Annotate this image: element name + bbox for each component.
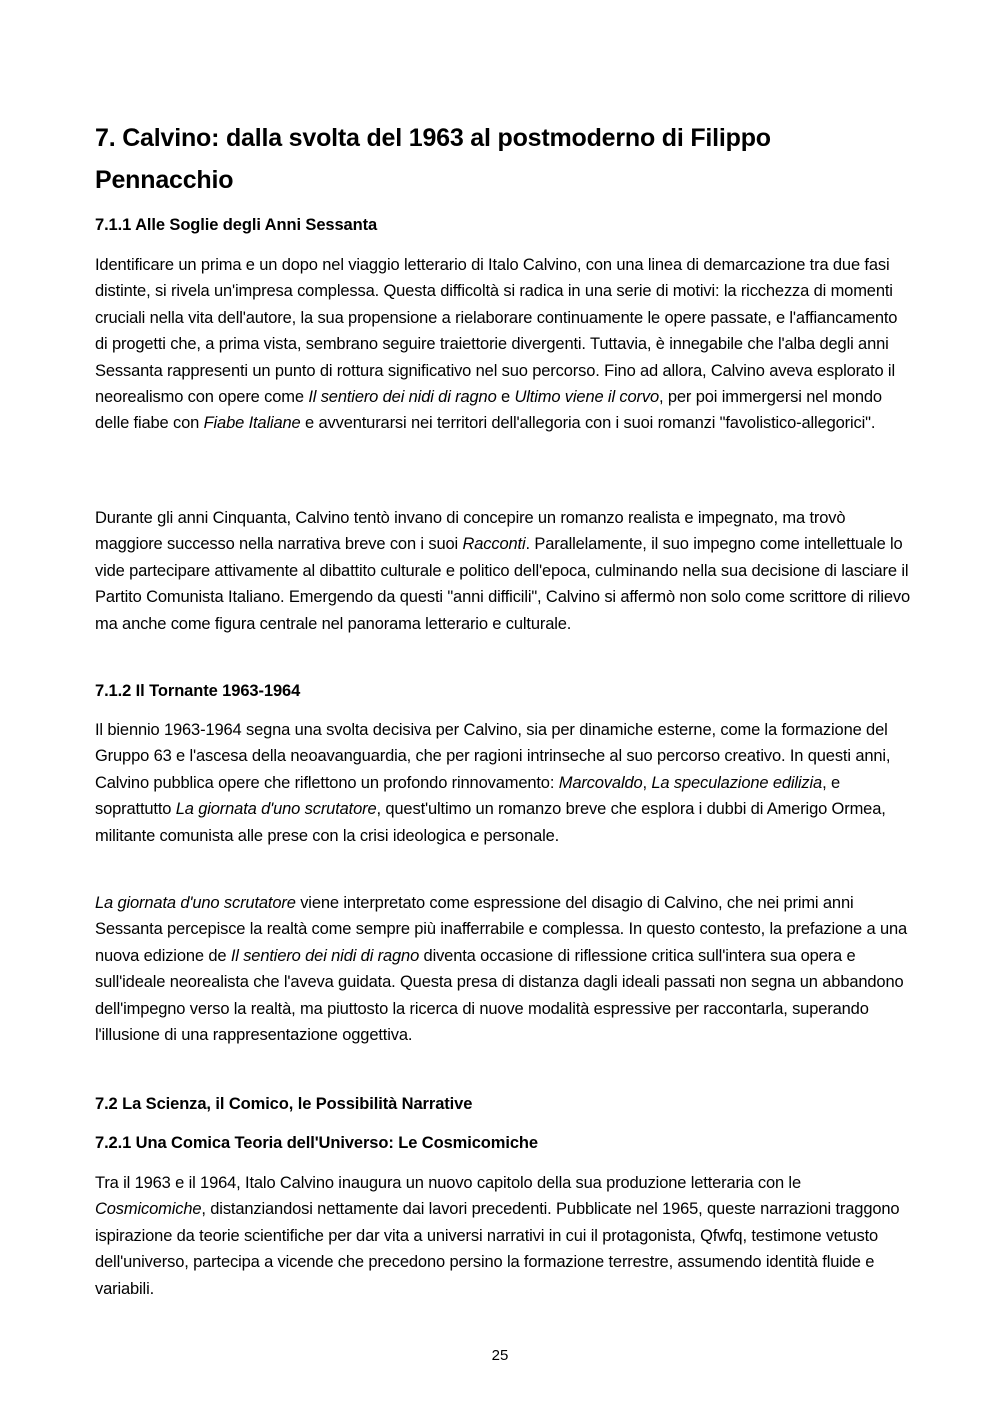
section-heading-7-2: 7.2 La Scienza, il Comico, le Possibilità Narrative [95,1095,473,1113]
italic-title: Il sentiero dei nidi di ragno [308,388,497,407]
paragraph-text: e avventurarsi nei territori dell'allegoria con i suoi romanzi "favolistico-allegorici". [300,414,876,433]
paragraph-text: , distanziandosi nettamente dai lavori precedenti. Pubblicate nel 1965, queste narrazioni traggono ispirazione da teorie scientifiche per dar vita a universi narrativi in cui il protagonista, Qfwfq, testimone vetusto dell'universo, partecipa a vicende che precedono persino la formazione terrestre, assumendo identità fluide e variabili. [95,1200,900,1298]
paragraph-text: Tra il 1963 e il 1964, Italo Calvino inaugura un nuovo capitolo della sua produzione letteraria con le [95,1174,801,1192]
paragraph-text: , e soprattutto [95,773,840,819]
section-heading-7-1-2: 7.1.2 Il Tornante 1963-1964 [95,682,301,700]
chapter-title: 7. Calvino: dalla svolta del 1963 al postmoderno di Filippo Pennacchio [95,124,771,194]
paragraph-text: viene interpretato come espressione del disagio di Calvino, che nei primi anni Sessanta percepisce la realtà come sempre più inafferrabile e complessa. In questo contesto, la prefazione a una nuova edizione de [95,894,908,965]
paragraph-text: e [496,388,515,407]
paragraph-text: , quest'ultimo un romanzo breve che esplora i dubbi di Amerigo Ormea, militante comunista alle prese con la crisi ideologica e personale. [95,800,886,845]
section-heading-7-1-1: 7.1.1 Alle Soglie degli Anni Sessanta [95,216,378,234]
italic-title: Cosmicomiche [95,1200,202,1219]
paragraph-3 [95,717,910,849]
paragraph-1 [95,252,910,437]
paragraph-text: , [642,773,652,792]
italic-title: Racconti [462,535,526,554]
paragraph-text: Identificare un prima e un dopo nel viaggio letterario di Italo Calvino, con una linea di demarcazione tra due fasi distinte, si rivela un'impresa complessa. Questa difficoltà si radica in una serie di motivi: la ricchezza di momenti cruciali nella vita dell'autore, la sua propensione a rielaborare continuamente le opere passate, e l'affiancamento di progetti che, a prima vista, sembrano seguire traiettorie divergenti. Tuttavia, è innegabile che l'alba degli anni Sessanta rappresenti un punto di rottura significativo nel suo percorso. Fino ad allora, Calvino aveva esplorato il neorealismo con opere come [95,256,898,407]
paragraph-4 [95,890,910,1048]
italic-title: La giornata d'uno scrutatore [95,894,296,912]
italic-title: Fiabe Italiane [203,414,301,433]
paragraph-text: . Parallelamente, il suo impegno come intellettuale lo vide partecipare attivamente al dibattito culturale e politico dell'epoca, culminando nella sua decisione di lasciare il Partito Comunista Italiano. Emergendo da questi "anni difficili", Calvino si affermò non solo come scrittore di rilievo ma anche come figura centrale nel panorama letterario e culturale. [95,535,910,633]
italic-title: La speculazione edilizia [651,773,823,792]
paragraph-text: Il biennio 1963-1964 segna una svolta decisiva per Calvino, sia per dinamiche esterne, come la formazione del Gruppo 63 e l'ascesa della neoavanguardia, che per ragioni intrinseche al suo percorso creativo. In questi anni, Calvino pubblica opere che riflettono un profondo rinnovamento: [95,721,891,792]
paragraph-text: , per poi immergersi nel mondo delle fiabe con [95,388,882,433]
italic-title: La giornata d'uno scrutatore [175,800,377,819]
paragraph-text: Durante gli anni Cinquanta, Calvino tentò invano di concepire un romanzo realista e impegnato, ma trovò maggiore successo nella narrativa breve con i suoi [95,509,846,554]
page-number: 25 [491,1347,509,1364]
paragraph-text: diventa occasione di riflessione critica sull'intera sua opera e sull'ideale neorealista che l'aveva guidata. Questa presa di distanza dagli ideali passati non segna un abbandono dell'impegno verso la realtà, ma piuttosto la ricerca di nuove modalità espressive per raccontarla, superando l'illusione di una rappresentazione oggettiva. [95,946,904,1045]
section-heading-7-2-1: 7.2.1 Una Comica Teoria dell'Universo: Le Cosmicomiche [95,1134,538,1152]
italic-title: Marcovaldo [558,773,643,792]
italic-title: Il sentiero dei nidi di ragno [230,946,420,965]
italic-title: Ultimo viene il corvo [514,388,659,407]
paragraph-5 [95,1170,910,1302]
paragraph-2 [95,505,910,637]
